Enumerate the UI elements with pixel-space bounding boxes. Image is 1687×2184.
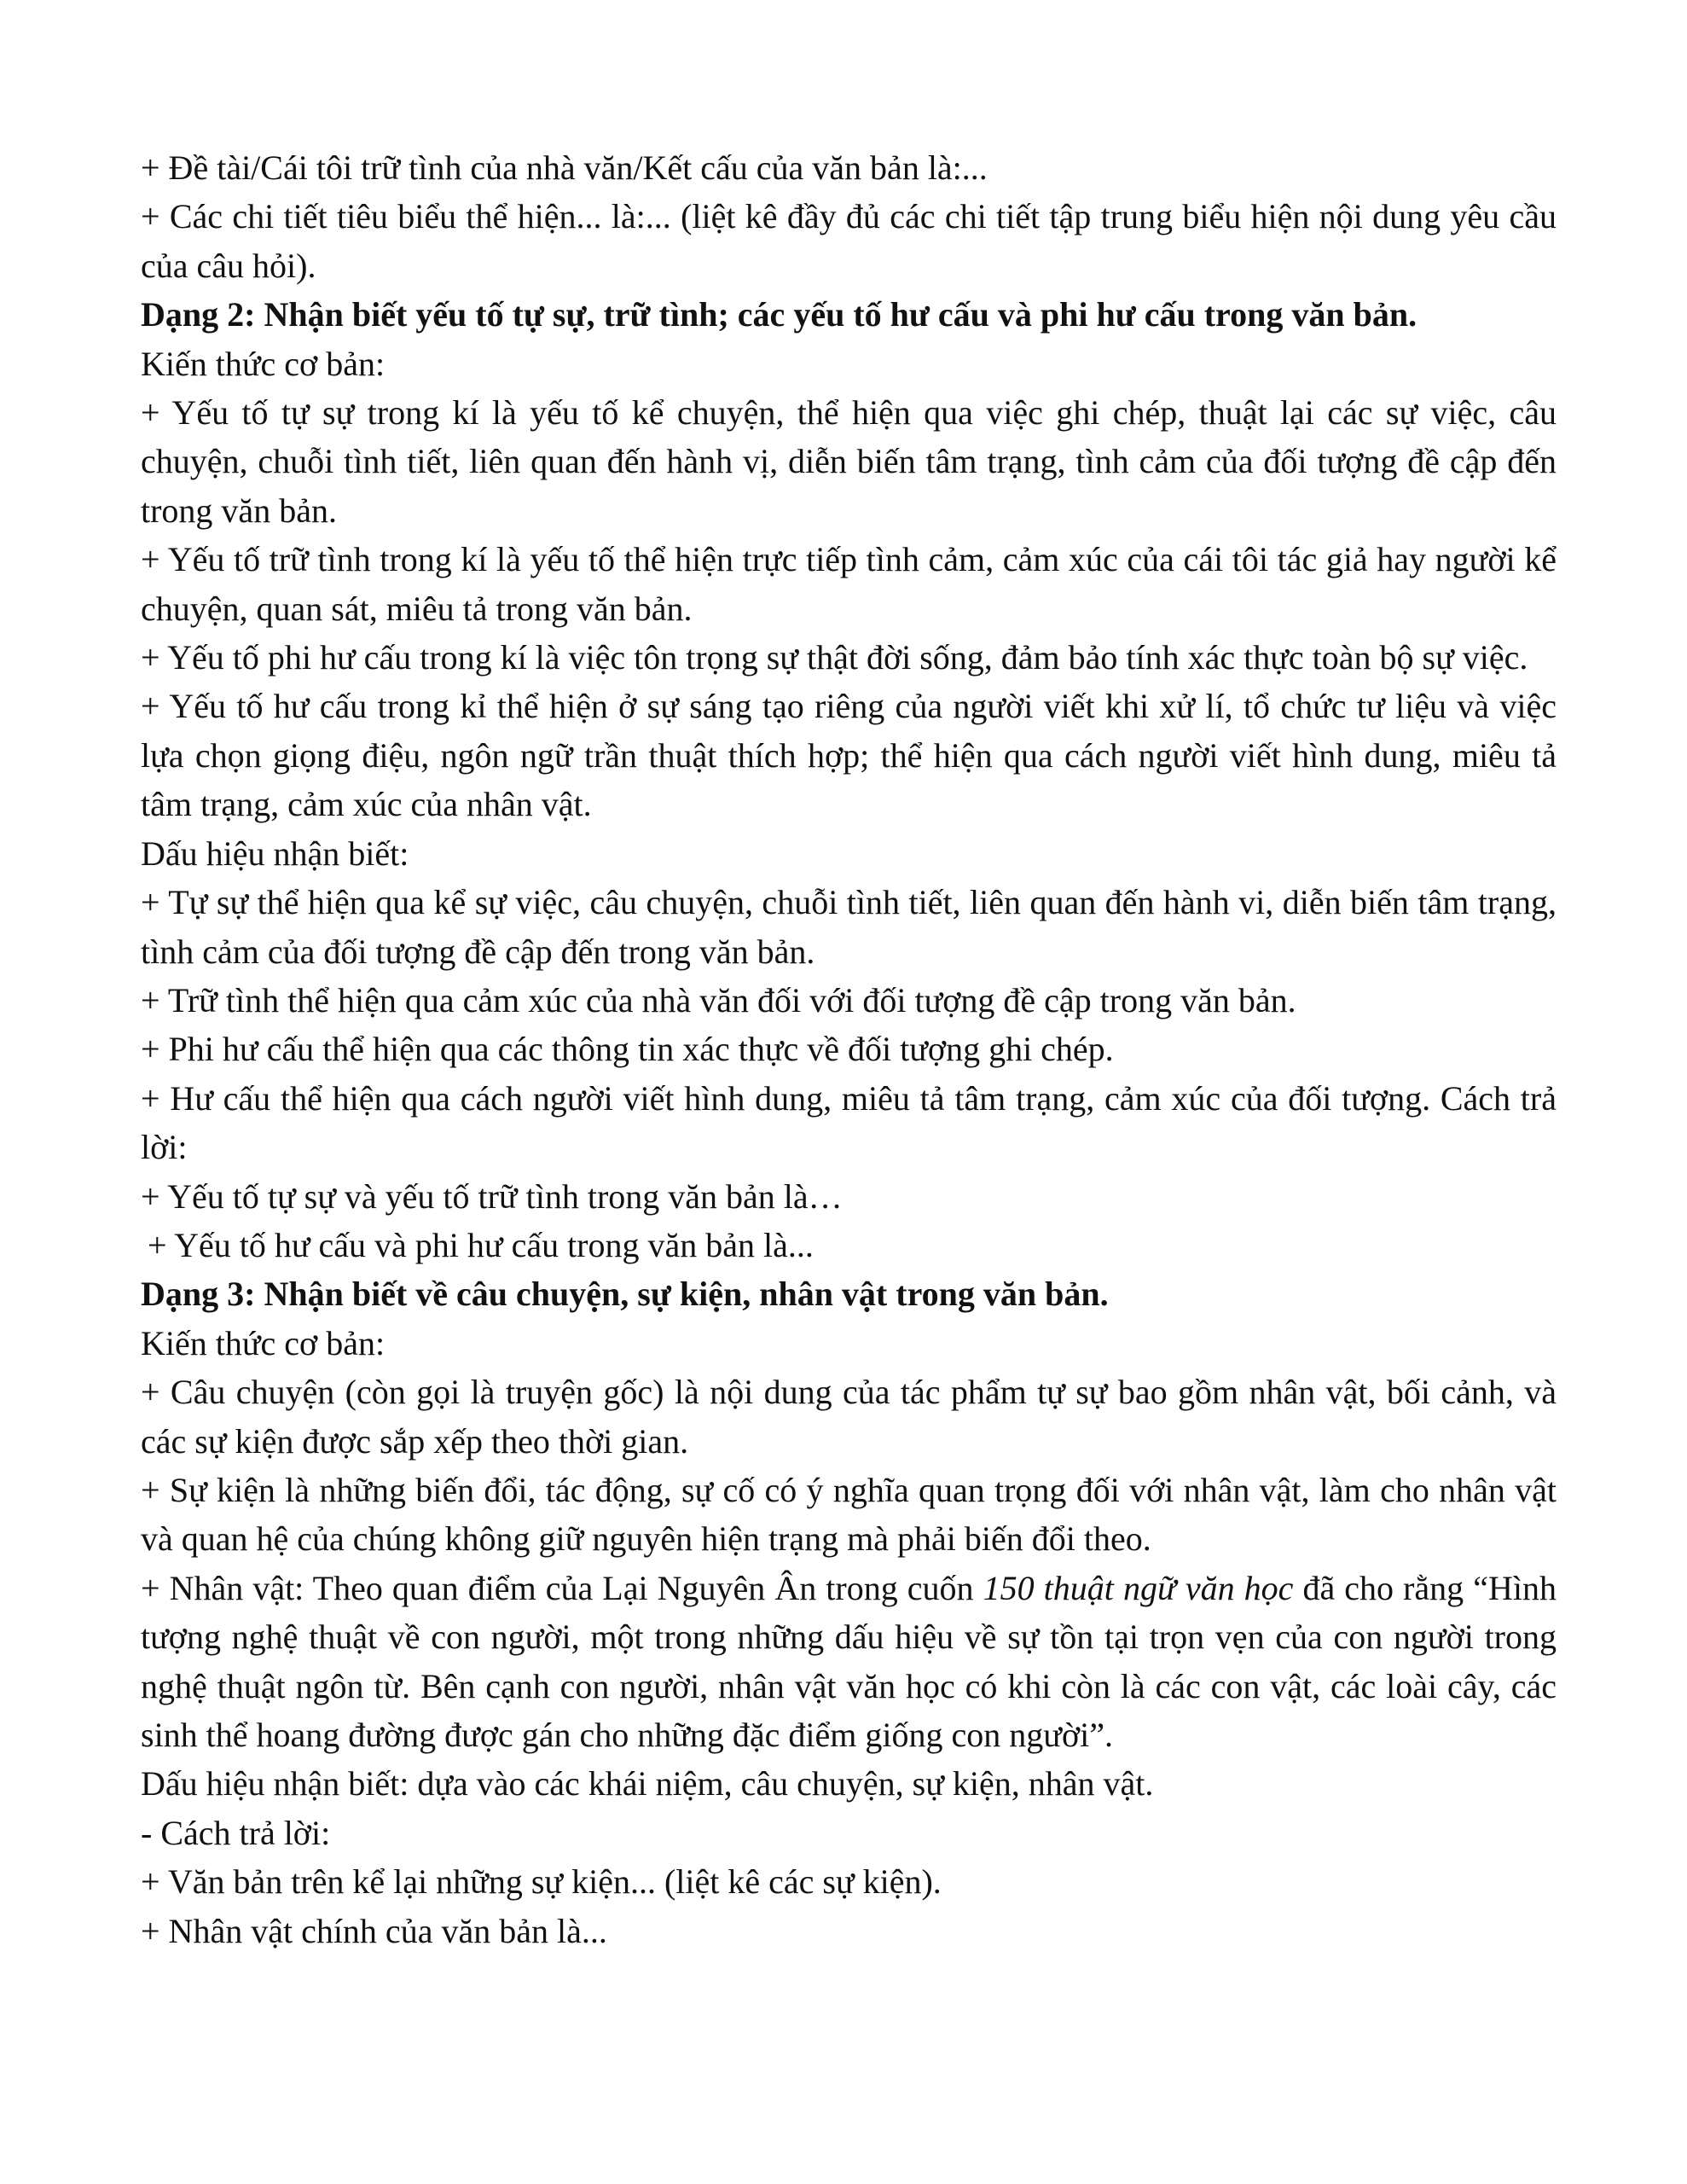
subheading-dau-hieu: Dấu hiệu nhận biết: <box>141 834 409 873</box>
paragraph: + Tự sự thể hiện qua kể sự việc, câu chuyện, chuỗi tình tiết, liên quan đến hành vi, diễn biến tâm trạng, tình cảm của đối tượng đề cập đến trong văn bản. <box>141 883 1557 971</box>
paragraph: + Đề tài/Cái tôi trữ tình của nhà văn/Kết cấu của văn bản là:... <box>141 148 988 187</box>
book-title: 150 thuật ngữ văn học <box>983 1568 1294 1607</box>
paragraph-nhan-vat <box>141 1564 1557 1760</box>
paragraph: + Yếu tố tự sự trong kí là yếu tố kể chuyện, thể hiện qua việc ghi chép, thuật lại các sự việc, câu chuyện, chuỗi tình tiết, liên quan đến hành vị, diễn biến tâm trạng, tình cảm của đối tượng đề cập đến trong văn bản. <box>141 393 1557 530</box>
paragraph: + Phi hư cấu thể hiện qua các thông tin xác thực về đối tượng ghi chép. <box>141 1030 1114 1069</box>
paragraph: Dấu hiệu nhận biết: dựa vào các khái niệm, câu chuyện, sự kiện, nhân vật. <box>141 1764 1154 1804</box>
text-run: + Nhân vật: Theo quan điểm của Lại Nguyên Ân trong cuốn <box>141 1568 983 1607</box>
document-page <box>141 143 1557 1955</box>
paragraph: + Yếu tố phi hư cấu trong kí là việc tôn trọng sự thật đời sống, đảm bảo tính xác thực toàn bộ sự việc. <box>141 638 1528 677</box>
paragraph: + Yếu tố hư cấu và phi hư cấu trong văn bản là... <box>148 1225 814 1264</box>
section-heading-dang-2: Dạng 2: Nhận biết yếu tố tự sự, trữ tình; các yếu tố hư cấu và phi hư cấu trong văn bản. <box>141 295 1417 334</box>
text-run: đã cho rằng “Hình tượng nghệ thuật về con người, một trong những dấu hiệu về sự tồn tại trọn vẹn của con người trong nghệ thuật ngôn từ. Bên cạnh con người, nhân vật văn học có khi còn là các con vật, các loài cây, các sinh thể hoang đường được gán cho những đặc điểm giống con người”. <box>141 1568 1557 1754</box>
paragraph: + Hư cấu thể hiện qua cách người viết hình dung, miêu tả tâm trạng, cảm xúc của đối tượng. Cách trả lời: <box>141 1078 1557 1167</box>
paragraph: + Yếu tố hư cấu trong kỉ thể hiện ở sự sáng tạo riêng của người viết khi xử lí, tổ chức tư liệu và việc lựa chọn giọng điệu, ngôn ngữ trần thuật thích hợp; thể hiện qua cách người viết hình dung, miêu tả tâm trạng, cảm xúc của nhân vật. <box>141 687 1557 824</box>
paragraph: + Nhân vật chính của văn bản là... <box>141 1911 607 1950</box>
paragraph: + Văn bản trên kể lại những sự kiện... (liệt kê các sự kiện). <box>141 1862 942 1902</box>
paragraph: + Yếu tố tự sự và yếu tố trữ tình trong văn bản là… <box>141 1176 843 1216</box>
subheading-kien-thuc: Kiến thức cơ bản: <box>141 1323 386 1362</box>
section-heading-dang-3: Dạng 3: Nhận biết về câu chuyện, sự kiện, nhân vật trong văn bản. <box>141 1275 1109 1314</box>
paragraph: + Sự kiện là những biến đổi, tác động, sự cố có ý nghĩa quan trọng đối với nhân vật, làm cho nhân vật và quan hệ của chúng không giữ nguyên hiện trạng mà phải biến đổi theo. <box>141 1470 1557 1559</box>
paragraph: + Yếu tố trữ tình trong kí là yếu tố thể hiện trực tiếp tình cảm, cảm xúc của cái tôi tác giả hay người kể chuyện, quan sát, miêu tả trong văn bản. <box>141 540 1557 628</box>
paragraph: + Trữ tình thể hiện qua cảm xúc của nhà văn đối với đối tượng đề cập trong văn bản. <box>141 980 1296 1019</box>
subheading-kien-thuc: Kiến thức cơ bản: <box>141 344 386 383</box>
paragraph: - Cách trả lời: <box>141 1813 331 1852</box>
paragraph: + Các chi tiết tiêu biểu thể hiện... là:... (liệt kê đầy đủ các chi tiết tập trung biểu hiện nội dung yêu cầu của câu hỏi). <box>141 197 1557 285</box>
paragraph: + Câu chuyện (còn gọi là truyện gốc) là nội dung của tác phẩm tự sự bao gồm nhân vật, bối cảnh, và các sự kiện được sắp xếp theo thời gian. <box>141 1373 1557 1461</box>
